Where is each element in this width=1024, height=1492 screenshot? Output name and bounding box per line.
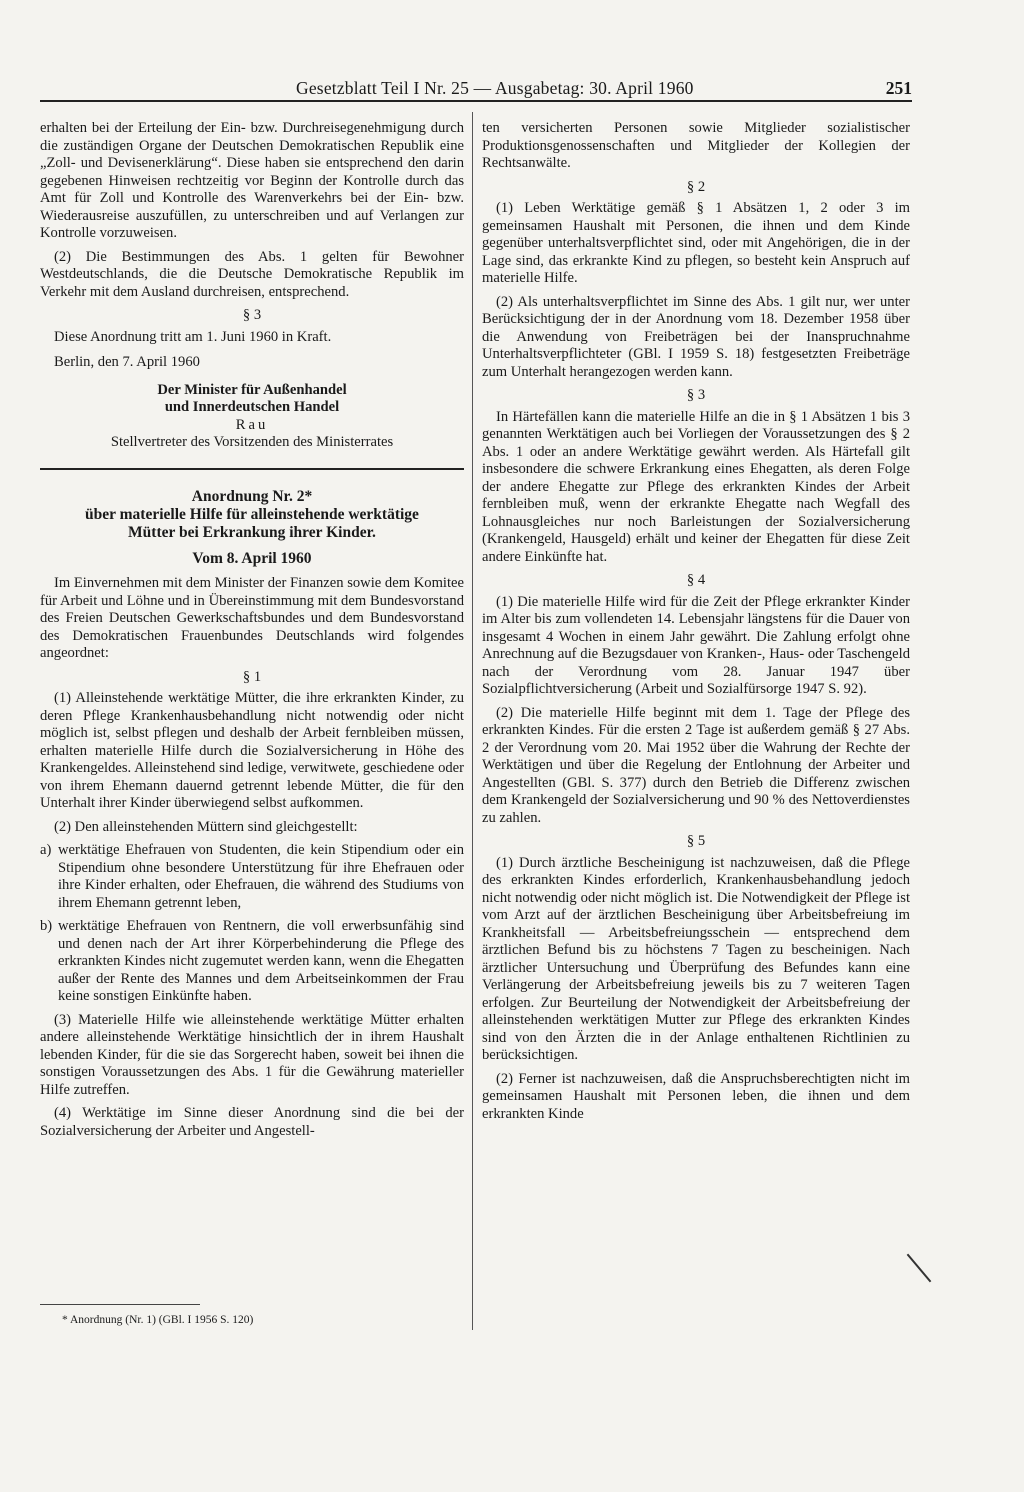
place-date: Berlin, den 7. April 1960 xyxy=(54,354,200,370)
signature-role: Stellvertreter des Vorsitzenden des Ministerrates xyxy=(110,434,394,450)
paragraph: (2) Ferner ist nachzuweisen, daß die Anspruchsberechtigten nicht im gemeinsamen Haushalt mit Personen leben, die ihnen und dem erkrankten Kinde xyxy=(482,1070,910,1122)
ordinance-title: über materielle Hilfe für alleinstehende werktätige xyxy=(85,505,419,523)
paragraph: (3) Materielle Hilfe wie alleinstehende werktätige Mütter erhalten andere alleinstehende Werktätige hinsichtlich der in ihrem Haushalt lebenden Kinder, für die sie das Sorgerecht haben, soweit bei ihnen die sonstigen Voraussetzungen des Abs. 1 für die Gewährung materieller Hilfe zutreffen. xyxy=(40,1011,464,1098)
paragraph: ten versicherten Personen sowie Mitglieder sozialistischer Produktionsgenossenschaften und Mitglieder der Kollegien der Rechtsanwälte. xyxy=(482,120,910,171)
paragraph: (4) Werktätige im Sinne dieser Anordnung sind die bei der Sozialversicherung der Arbeiter und Angestell- xyxy=(40,1105,464,1139)
ordinance-title: Anordnung Nr. 2* xyxy=(191,487,313,505)
paragraph: Diese Anordnung tritt am 1. Juni 1960 in Kraft. xyxy=(54,328,332,345)
page-header xyxy=(40,78,912,102)
list-item xyxy=(40,918,464,1006)
section-heading: § 5 xyxy=(686,833,706,849)
header-title: Gesetzblatt Teil I Nr. 25 — Ausgabetag: 30. April 1960 xyxy=(296,78,694,98)
list-text: werktätige Ehefrauen von Studenten, die kein Stipendium oder ein Stipendium ohne besondere Unterstützung für ihre Ehefrauen oder ihre Kinder erhalten, oder Ehefrauen, die während des Studiums von ihrem Ehemann getrennt leben, xyxy=(58,842,464,911)
list-marker: b) xyxy=(40,918,53,934)
section-heading: § 3 xyxy=(242,307,262,323)
paragraph: (1) Alleinstehende werktätige Mütter, die ihre erkrankten Kinder, zu deren Pflege Krankenhausbehandlung nicht notwendig oder nicht möglich ist, selbst pflegen und deshalb der Arbeit fernbleiben müssen, erhalten materielle Hilfe durch die Sozialversicherung in Höhe des Krankengeldes. Alleinstehend sind ledige, verwitwete, geschiedene oder von ihrem Ehemann dauernd getrennt lebende Mütter, die für den Unterhalt ihrer Kinder überwiegend selbst aufkommen. xyxy=(40,690,464,811)
paragraph: Im Einvernehmen mit dem Minister der Finanzen sowie dem Komitee für Arbeit und Löhne und in Übereinstimmung mit dem Bundesvorstand des Freien Deutschen Gewerkschaftsbundes und dem Bundesvorstand des Demokratischen Frauenbundes Deutschlands wird folgendes angeordnet: xyxy=(40,575,464,661)
paragraph: (2) Die materielle Hilfe beginnt mit dem 1. Tage der Pflege des erkrankten Kindes. Für die ersten 2 Tage ist außerdem gemäß § 27 Abs. 2 der Verordnung vom 20. Mai 1952 über die Wahrung der Rechte der Werktätigen und über die Regelung der Entlohnung der Arbeiter und Angestellten (GBl. S. 377) durch den Betrieb die Differenz zwischen dem Krankengeld der Sozialversicherung und 90 % des Nettoverdienstes zu zahlen. xyxy=(482,704,910,826)
section-heading: § 1 xyxy=(242,668,262,685)
list-item xyxy=(40,842,464,912)
signature-name: Rau xyxy=(235,416,269,433)
paragraph: erhalten bei der Erteilung der Ein- bzw. Durchreisegenehmigung durch die zuständigen Organe der Deutschen Demokratischen Republik eine „Zoll- und Devisenerklärung“. Diese haben sie entsprechend den darin gegebenen Hinweisen rechtzeitig vor Beginn der Kontrolle durch das Amt für Zoll und Kontrolle des Warenverkehrs bei der Ein- bzw. Wiederausreise auszufüllen, zu unterschreiben und auf Verlangen zur Kontrolle vorzuweisen. xyxy=(40,120,464,241)
section-heading: § 4 xyxy=(686,572,706,588)
paragraph: (2) Als unterhaltsverpflichtet im Sinne des Abs. 1 gilt nur, wer unter Berücksichtigung der in der Anordnung vom 18. Dezember 1958 über die Anwendung von Freibeträgen bei der Inanspruchnahme Unterhaltsverpflichteter (GBl. I 1959 S. 18) festgesetzten Freibeträge zum Unterhalt herangezogen werden kann. xyxy=(482,293,910,380)
footnote: * Anordnung (Nr. 1) (GBl. I 1956 S. 120) xyxy=(62,1314,254,1326)
footnote-rule xyxy=(40,1304,200,1305)
ordinance-date: Vom 8. April 1960 xyxy=(192,549,312,567)
ordinance-title: Mütter bei Erkrankung ihrer Kinder. xyxy=(128,523,376,541)
column-divider xyxy=(472,112,473,1330)
signature-block xyxy=(40,382,464,452)
signature-line: Der Minister für Außenhandel xyxy=(157,381,347,398)
section-heading: § 3 xyxy=(686,387,706,403)
paragraph: (1) Durch ärztliche Bescheinigung ist nachzuweisen, daß die Pflege des erkrankten Kindes erforderlich, Krankenhausbehandlung jedoch nicht notwendig oder nicht möglich ist. Die Notwendigkeit der Pflege ist vom Arzt auf der ärztlichen Bescheinigung über Arbeitsbefreiung im Krankheitsfall — Arbeitsbefreiungsschein — entsprechend dem ärztlichen Befund bis zu höchstens 7 Tagen zu bescheinigen. Nach ärztlicher Untersuchung und Überprüfung des Befundes kann eine Verlängerung der Arbeitsbefreiung jeweils bis zu 7 weiteren Tagen erfolgen. Zur Beurteilung der Notwendigkeit der Arbeitsbefreiung der alleinstehenden werktätigen Mutter zur Pflege des erkrankten Kindes sind von den Ärzten die in der Anlage enthaltenen Richtlinien zu berücksichtigen. xyxy=(482,854,910,1063)
margin-pencil-mark xyxy=(907,1254,932,1283)
paragraph: (2) Den alleinstehenden Müttern sind gleichgestellt: xyxy=(54,818,358,835)
list-marker: a) xyxy=(40,842,52,858)
paragraph: (1) Die materielle Hilfe wird für die Zeit der Pflege erkrankter Kinder im Alter bis zum vollendeten 14. Lebensjahr längstens für die Dauer von insgesamt 4 Wochen in einem Jahr gewährt. Die Zahlung erfolgt ohne Anrechnung auf die Bezugsdauer von Kranken-, Haus- oder Taschengeld nach der Verordnung vom 28. Januar 1947 über Sozialpflichtversicherung (Arbeit und Sozialfürsorge 1947 S. 92). xyxy=(482,593,910,697)
section-heading: § 2 xyxy=(686,178,706,195)
paragraph: (1) Leben Werktätige gemäß § 1 Absätzen 1, 2 oder 3 im gemeinsamen Haushalt mit Personen, die ihnen und dem Kinde gegenüber unterhaltsverpflichtet sind, oder mit Angehörigen, die in der Lage sind, das erkrankte Kind zu pflegen, so besteht kein Anspruch auf materielle Hilfe. xyxy=(482,200,910,286)
paragraph: In Härtefällen kann die materielle Hilfe an die in § 1 Absätzen 1 bis 3 genannten Werktätigen auch bei Vorliegen der Voraussetzungen des § 2 Abs. 1 oder an andere Werktätige gewährt werden. Als Härtefall gilt insbesondere die schwere Erkrankung eines Ehegatten, als deren Folge der andere Ehegatte zur Pflege des erkrankten Kindes der Arbeit fernbleiben muß, wenn der erkrankte Ehegatte nach Wegfall des Lohnausgleiches nur noch Barleistungen der Sozialversicherung (Krankengeld, Hausgeld) erhält und keiner der Ehegatten für diese Zeit andere Einkünfte hat. xyxy=(482,408,910,565)
signature-line: und Innerdeutschen Handel xyxy=(164,399,340,415)
list-text: werktätige Ehefrauen von Rentnern, die voll erwerbsunfähig sind und denen nach der Art ihrer Körperbehinderung die Pflege des erkrankten Kindes nicht zugemutet werden kann, wenn die Ehegatten außer der Rente des Mannes und dem Arbeitseinkommen der Frau keine sonstigen Einkünfte haben. xyxy=(58,918,464,1004)
section-rule xyxy=(40,468,464,470)
page-number: 251 xyxy=(885,78,912,98)
right-column xyxy=(482,120,910,1129)
paragraph: (2) Die Bestimmungen des Abs. 1 gelten für Bewohner Westdeutschlands, die die Deutsche Demokratische Republik im Verkehr mit dem Ausland durchreisen, entsprechend. xyxy=(40,248,464,300)
left-column xyxy=(40,120,464,1146)
